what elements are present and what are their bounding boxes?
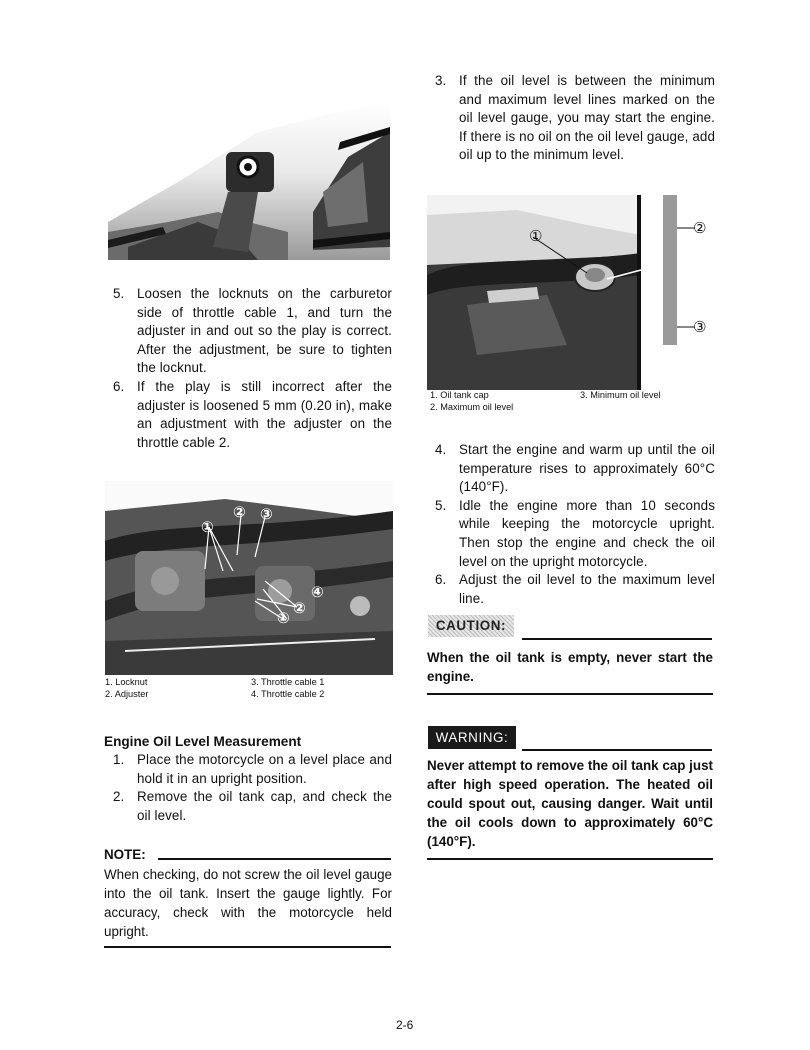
callout-oil-tank-cap: ① <box>529 228 543 245</box>
list-item: 2. Remove the oil tank cap, and check the oil level. <box>113 789 392 823</box>
oil-tank-photo <box>427 195 715 390</box>
warning-text: Never attempt to remove the oil tank cap just after high speed operation. The heated oil could spout out, causing danger. Wait until the oil cools down to approximately 60°C (140°F). <box>427 758 713 849</box>
throttle-photo-caption: 1. Locknut 2. Adjuster 3. Throttle cable 1 4. Throttle cable 2 <box>105 677 325 699</box>
list-item: 6. If the play is still incorrect after the adjuster is loosened 5 mm (0.20 in), make an adjustment with the adjuster on the throttle cable 2. <box>113 378 392 450</box>
page-number: 2-6 <box>396 1018 414 1032</box>
caution-text: When the oil tank is empty, never start the engine. <box>427 650 713 684</box>
throttle-cable-photo <box>105 481 393 675</box>
callout-minimum-level: ③ <box>693 319 707 336</box>
warning-end-rule <box>427 858 713 860</box>
callout-adjuster: ② <box>293 600 306 617</box>
list-item: 1. Place the motorcycle on a level place and hold it in an upright position. <box>113 752 392 786</box>
list-item: 6. Adjust the oil level to the maximum level line. <box>435 572 715 606</box>
note-text: When checking, do not screw the oil level gauge into the oil tank. Insert the gauge lightly. For accuracy, check with the motorcycle held upright. <box>104 867 392 939</box>
callout-throttle-cable-1: ③ <box>260 506 273 523</box>
list-item: 4. Start the engine and warm up until the oil temperature rises to approximately 60°C (140°F). <box>435 442 715 495</box>
note-end-rule <box>104 946 391 948</box>
list-item: 3. If the oil level is between the minimum and maximum level lines marked on the oil level gauge, you may start the engine. If there is no oil on the oil level gauge, add oil up to the minimum level. <box>435 73 715 163</box>
oil-photo-caption: 1. Oil tank cap 2. Maximum oil level 3. Minimum oil level <box>430 390 661 412</box>
note-rule <box>158 858 391 860</box>
warning-rule <box>522 749 712 751</box>
list-item: 5. Idle the engine more than 10 seconds while keeping the motorcycle upright. Then stop the engine and check the oil level on the upright motorcycle. <box>435 497 715 569</box>
callout-locknut: ① <box>277 610 290 627</box>
caution-rule <box>522 638 712 640</box>
carburetor-photo <box>108 72 390 260</box>
callout-locknut: ① <box>201 519 214 536</box>
caution-label: CAUTION: <box>428 615 514 637</box>
section-heading: Engine Oil Level Measurement <box>104 734 302 749</box>
oil-level-step-3 <box>435 72 715 165</box>
callout-maximum-level: ② <box>693 220 707 237</box>
callout-adjuster: ② <box>233 504 246 521</box>
warning-label: WARNING: <box>428 726 516 749</box>
oil-check-steps <box>113 751 392 825</box>
engine-steps <box>435 441 715 608</box>
callout-throttle-cable-2: ④ <box>311 584 324 601</box>
caution-end-rule <box>427 693 713 695</box>
list-item: 5. Loosen the locknuts on the carburetor side of throttle cable 1, and turn the adjuster in and out so the play is correct. After the adjustment, be sure to tighten the locknut. <box>113 286 392 376</box>
carburetor-steps <box>113 285 392 452</box>
note-label: NOTE: <box>104 847 146 862</box>
